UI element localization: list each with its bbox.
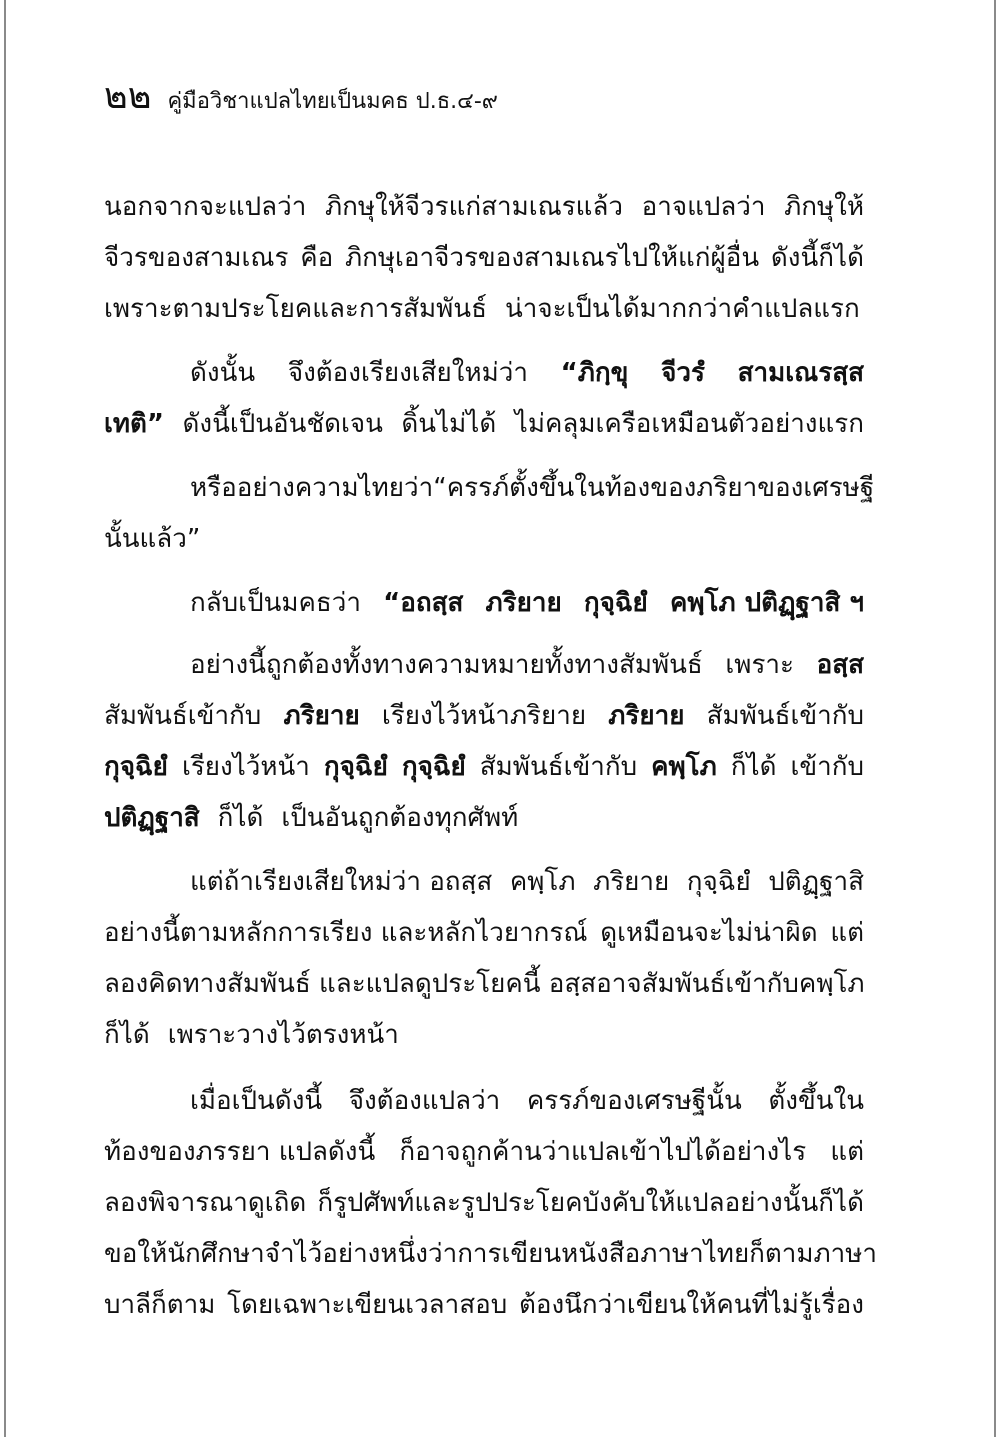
- paragraph-6-line-3: ลองคิดทางสัมพันธ์ และแปลดูประโยคนี้ อสฺส อาจสัมพันธ์เข้ากับ คพฺโภ: [104, 969, 865, 999]
- paragraph-3-line-1: หรืออย่างความไทยว่า “ครรภ์ตั้งขึ้นในท้องของภริยาของเศรษฐี: [190, 473, 875, 503]
- paragraph-6-line-4: ก็ได้ เพราะวางไว้ตรงหน้า: [104, 1020, 399, 1050]
- paragraph-5-line-2: สัมพันธ์เข้ากับ ภริยาย เรียงไว้หน้าภริยาย ภริยาย สัมพันธ์เข้ากับ: [104, 701, 864, 731]
- page-right-border: [994, 0, 996, 1437]
- paragraph-2-line-1: ดังนั้น จึงต้องเรียงเสียใหม่ว่า “ภิกฺขุ จีวรํ สามเณรสฺส: [190, 358, 864, 388]
- paragraph-1-line-3: เพราะตามประโยคและการสัมพันธ์ น่าจะเป็นได้มากกว่าคำแปลแรก: [104, 294, 860, 324]
- paragraph-7-line-5: บาลีก็ตาม โดยเฉพาะเขียนเวลาสอบ ต้องนึกว่าเขียนให้คนที่ไม่รู้เรื่อง: [104, 1290, 864, 1320]
- paragraph-7-line-1: เมื่อเป็นดังนี้ จึงต้องแปลว่า ครรภ์ของเศรษฐีนั้น ตั้งขึ้นใน: [190, 1086, 864, 1116]
- paragraph-3-line-2: นั้นแล้ว”: [104, 524, 201, 554]
- running-header: [104, 72, 498, 122]
- paragraph-5-line-1: อย่างนี้ถูกต้องทั้งทางความหมายทั้งทางสัมพันธ์ เพราะ อสฺส: [190, 650, 864, 680]
- paragraph-7-line-3: ลองพิจารณาดูเถิด ก็รูปศัพท์และรูปประโยคบังคับให้แปลอย่างนั้นก็ได้: [104, 1188, 864, 1218]
- paragraph-1-line-2: จีวรของสามเณร คือ ภิกษุเอาจีวรของสามเณรไปให้แก่ผู้อื่น ดังนี้ก็ได้: [104, 243, 864, 273]
- paragraph-1-line-1: นอกจากจะแปลว่า ภิกษุให้จีวรแก่สามเณรแล้ว อาจแปลว่า ภิกษุให้: [104, 192, 864, 222]
- paragraph-6-line-2: อย่างนี้ตามหลักการเรียง และหลักไวยากรณ์ ดูเหมือนจะไม่น่าผิด แต่: [104, 918, 864, 948]
- paragraph-6-line-1: แต่ถ้าเรียงเสียใหม่ว่า อถสฺส คพฺโภ ภริยาย กุจฺฉิยํ ปติฏฺฐาสิ: [190, 867, 864, 897]
- paragraph-7-line-4: ขอให้นักศึกษาจำไว้อย่างหนึ่งว่า การเขียนหนังสือภาษาไทยก็ตาม ภาษา: [104, 1239, 878, 1269]
- paragraph-2-line-2: เทติ” ดังนี้เป็นอันชัดเจน ดิ้นไม่ได้ ไม่คลุมเครือเหมือนตัวอย่างแรก: [104, 409, 864, 439]
- paragraph-7-line-2: ท้องของภรรยา แปลดังนี้ ก็อาจถูกค้านว่าแปลเข้าไปได้อย่างไร แต่: [104, 1137, 864, 1167]
- page-left-border: [4, 0, 6, 1437]
- paragraph-4-line-1: กลับเป็นมคธว่า “อถสฺส ภริยาย กุจฺฉิยํ คพฺโภ ปติฏฺฐาสิ ฯ: [190, 588, 864, 618]
- page-number: ๒๒: [104, 76, 152, 117]
- paragraph-5-line-3: กุจฺฉิยํ เรียงไว้หน้า กุจฺฉิยํ กุจฺฉิยํ สัมพันธ์เข้ากับ คพฺโภ ก็ได้ เข้ากับ: [104, 752, 864, 782]
- book-title: คู่มือวิชาแปลไทยเป็นมคธ ป.ธ.๔-๙: [167, 89, 498, 114]
- paragraph-5-line-4: ปติฏฺฐาสิ ก็ได้ เป็นอันถูกต้องทุกศัพท์: [104, 803, 519, 833]
